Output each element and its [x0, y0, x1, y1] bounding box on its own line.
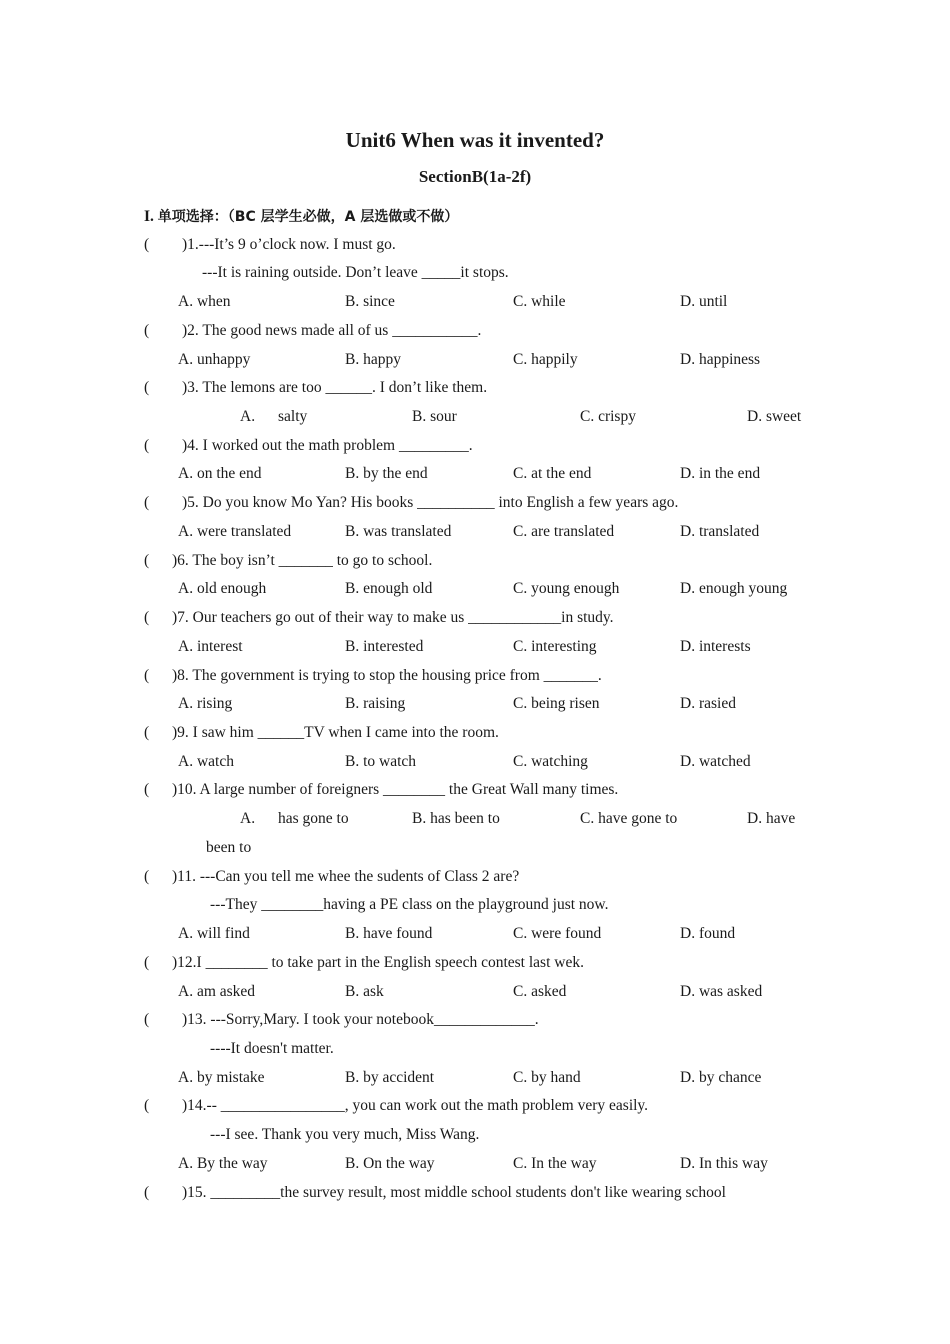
- option-a[interactable]: A. interest: [178, 638, 243, 655]
- option-a-text[interactable]: salty: [278, 408, 308, 425]
- option-a[interactable]: A. By the way: [178, 1155, 268, 1172]
- option-a[interactable]: A. when: [178, 293, 231, 310]
- question-stem: )7. Our teachers go out of their way to make us ____________in study.: [172, 609, 614, 626]
- option-b[interactable]: B. enough old: [345, 580, 433, 597]
- option-d[interactable]: D. In this way: [680, 1155, 768, 1172]
- option-d[interactable]: D. translated: [680, 523, 760, 540]
- answer-bracket[interactable]: (: [144, 437, 150, 454]
- option-a[interactable]: A. will find: [178, 925, 250, 942]
- option-d[interactable]: D. happiness: [680, 351, 761, 368]
- question-stem: )13. ---Sorry,Mary. I took your notebook_____________.: [182, 1011, 539, 1028]
- option-d[interactable]: D. sweet: [747, 408, 802, 425]
- answer-bracket[interactable]: (: [144, 552, 150, 569]
- option-b[interactable]: B. since: [345, 293, 395, 310]
- question-stem: )9. I saw him ______TV when I came into the room.: [172, 724, 499, 741]
- page-title: Unit6 When was it invented?: [345, 128, 605, 152]
- option-a-letter[interactable]: A.: [240, 408, 256, 425]
- answer-bracket[interactable]: (: [144, 494, 150, 511]
- answer-bracket[interactable]: (: [144, 322, 150, 339]
- option-a[interactable]: A. old enough: [178, 580, 267, 597]
- question-stem: )1.---It’s 9 o’clock now. I must go.: [182, 236, 396, 253]
- option-b[interactable]: B. has been to: [412, 810, 500, 827]
- question-stem-line2: ----It doesn't matter.: [210, 1040, 334, 1057]
- option-c[interactable]: C. were found: [513, 925, 602, 942]
- question-stem: )4. I worked out the math problem _________.: [182, 437, 473, 454]
- answer-bracket[interactable]: (: [144, 1011, 150, 1028]
- option-b[interactable]: B. to watch: [345, 753, 417, 770]
- question-stem: )5. Do you know Mo Yan? His books __________ into English a few years ago.: [182, 494, 679, 511]
- option-c[interactable]: C. by hand: [513, 1069, 581, 1086]
- question-stem: )12.I ________ to take part in the English speech contest last wek.: [172, 954, 584, 971]
- option-a[interactable]: A. rising: [178, 695, 233, 712]
- option-a[interactable]: A. unhappy: [178, 351, 251, 368]
- option-c[interactable]: C. asked: [513, 983, 567, 1000]
- option-a[interactable]: A. on the end: [178, 465, 262, 482]
- option-c[interactable]: C. while: [513, 293, 566, 310]
- option-c[interactable]: C. watching: [513, 753, 588, 770]
- question-stem: )6. The boy isn’t _______ to go to school.: [172, 552, 433, 569]
- option-b[interactable]: B. ask: [345, 983, 384, 1000]
- section-heading: [144, 207, 458, 227]
- option-d[interactable]: D. found: [680, 925, 736, 942]
- question-stem: )3. The lemons are too ______. I don’t like them.: [182, 379, 488, 396]
- option-c[interactable]: C. happily: [513, 351, 578, 368]
- question-stem: )8. The government is trying to stop the housing price from _______.: [172, 667, 602, 684]
- answer-bracket[interactable]: (: [144, 781, 150, 798]
- answer-bracket[interactable]: (: [144, 609, 150, 626]
- option-d[interactable]: D. rasied: [680, 695, 736, 712]
- option-d[interactable]: D. interests: [680, 638, 751, 655]
- question-stem: )10. A large number of foreigners ________ the Great Wall many times.: [172, 781, 619, 798]
- option-c[interactable]: C. In the way: [513, 1155, 597, 1172]
- option-a-text[interactable]: has gone to: [278, 810, 349, 827]
- option-b[interactable]: B. interested: [345, 638, 424, 655]
- option-b[interactable]: B. by accident: [345, 1069, 435, 1086]
- option-b[interactable]: B. was translated: [345, 523, 452, 540]
- answer-bracket[interactable]: (: [144, 236, 150, 253]
- option-c[interactable]: C. crispy: [580, 408, 636, 425]
- option-d-continued[interactable]: been to: [206, 839, 252, 856]
- option-a[interactable]: A. watch: [178, 753, 234, 770]
- option-c[interactable]: C. have gone to: [580, 810, 678, 827]
- question-stem-line2: ---I see. Thank you very much, Miss Wang.: [210, 1126, 480, 1143]
- option-a[interactable]: A. were translated: [178, 523, 292, 540]
- option-a-letter[interactable]: A.: [240, 810, 256, 827]
- question-stem: )2. The good news made all of us ___________.: [182, 322, 482, 339]
- answer-bracket[interactable]: (: [144, 667, 150, 684]
- option-c[interactable]: C. are translated: [513, 523, 615, 540]
- page-subtitle: SectionB(1a-2f): [418, 167, 532, 186]
- option-b[interactable]: B. have found: [345, 925, 433, 942]
- option-d[interactable]: D. was asked: [680, 983, 763, 1000]
- option-b[interactable]: B. On the way: [345, 1155, 435, 1172]
- option-b[interactable]: B. happy: [345, 351, 401, 368]
- question-stem-line2: ---It is raining outside. Don’t leave _____it stops.: [202, 264, 509, 281]
- option-c[interactable]: C. being risen: [513, 695, 600, 712]
- answer-bracket[interactable]: (: [144, 724, 150, 741]
- answer-bracket[interactable]: (: [144, 1184, 150, 1201]
- option-b[interactable]: B. sour: [412, 408, 457, 425]
- option-d[interactable]: D. until: [680, 293, 728, 310]
- option-a[interactable]: A. by mistake: [178, 1069, 265, 1086]
- option-c[interactable]: C. at the end: [513, 465, 592, 482]
- option-d[interactable]: D. have: [747, 810, 796, 827]
- option-b[interactable]: B. by the end: [345, 465, 428, 482]
- question-stem: )14.-- ________________, you can work out the math problem very easily.: [182, 1097, 649, 1114]
- answer-bracket[interactable]: (: [144, 954, 150, 971]
- answer-bracket[interactable]: (: [144, 1097, 150, 1114]
- question-stem: )15. _________the survey result, most middle school students don't like wearing school: [182, 1184, 726, 1201]
- section-label: I.: [144, 208, 154, 225]
- option-d[interactable]: D. enough young: [680, 580, 788, 597]
- option-a[interactable]: A. am asked: [178, 983, 256, 1000]
- option-d[interactable]: D. by chance: [680, 1069, 762, 1086]
- answer-bracket[interactable]: (: [144, 868, 150, 885]
- option-c[interactable]: C. young enough: [513, 580, 620, 597]
- section-text: 单项选择：（BC 层学生必做，A 层选做或不做）: [157, 209, 459, 225]
- answer-bracket[interactable]: (: [144, 379, 150, 396]
- option-c[interactable]: C. interesting: [513, 638, 597, 655]
- option-d[interactable]: D. watched: [680, 753, 751, 770]
- question-stem-line2: ---They ________having a PE class on the playground just now.: [210, 896, 609, 913]
- option-b[interactable]: B. raising: [345, 695, 406, 712]
- option-d[interactable]: D. in the end: [680, 465, 761, 482]
- question-stem: )11. ---Can you tell me whee the sudents of Class 2 are?: [172, 868, 520, 885]
